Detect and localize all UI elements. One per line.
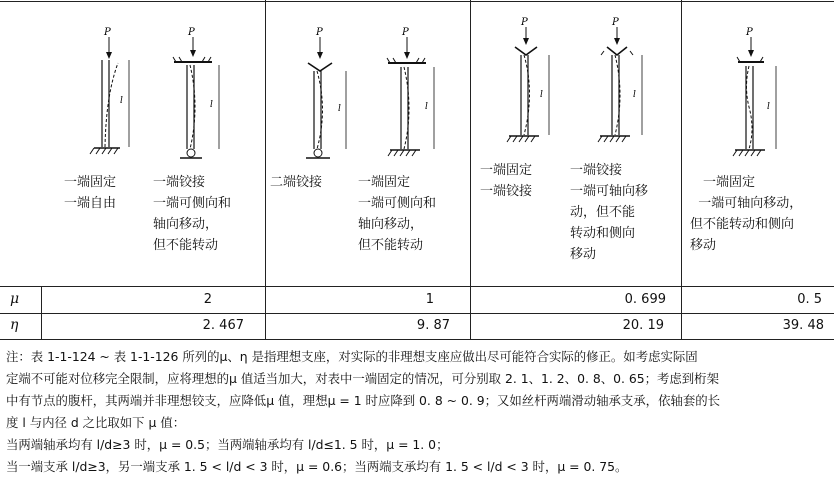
length-label: l <box>120 96 123 106</box>
mu-value: 0. 5 <box>797 292 822 307</box>
column-diagram-pinned-pinned <box>290 25 360 165</box>
mu-value: 1 <box>425 292 434 307</box>
case-caption: 一端固定 <box>703 175 756 190</box>
length-label: l <box>425 102 428 112</box>
footnote-line: 定端不可能对位移完全限制，应将理想的μ 值适当加大，对表中一端固定的情况，可分别取 2. 1、1. 2、0. 8、0. 65；考虑到桁架 <box>6 371 719 386</box>
length-label: l <box>767 102 770 112</box>
column-divider-1 <box>265 0 266 340</box>
row-label-eta: η <box>10 317 19 333</box>
case-caption: 一端固定 一端可侧向和 轴向移动， 但不能转动 <box>358 175 437 253</box>
column-diagram-pinned-sliding <box>590 15 660 155</box>
case-caption: 一端铰接 一端可轴向移 动，但不能 转动和侧向 移动 <box>570 163 649 262</box>
column-diagram-fixed-pinned <box>497 15 567 155</box>
table-row-divider <box>0 313 834 314</box>
row-label-mu: μ <box>10 291 20 307</box>
column-divider-3 <box>681 0 682 340</box>
case-caption: 一端铰接 一端可侧向和 轴向移动， 但不能转动 <box>153 175 232 253</box>
case-caption: 一端固定 一端铰接 <box>480 163 533 199</box>
table-top-border <box>0 1 834 2</box>
load-label: P <box>402 27 409 38</box>
length-label: l <box>210 100 213 110</box>
footnote-line: 度 l 与内径 d 之比取如下 μ 值： <box>6 415 186 430</box>
load-label: P <box>104 27 111 38</box>
length-label: l <box>633 90 636 100</box>
eta-value: 39. 48 <box>782 318 824 333</box>
case-caption: 一端固定 一端自由 <box>64 175 117 211</box>
case-caption: 二端铰接 <box>270 175 323 190</box>
column-divider-2 <box>470 0 471 340</box>
table-bottom-border <box>0 339 834 340</box>
eta-value: 9. 87 <box>416 318 450 333</box>
column-diagram-guided-pinned <box>164 25 234 165</box>
footnote-line: 当两端轴承均有 l/d≥3 时，μ = 0.5；当两端轴承均有 l/d≤1. 5 时，μ = 1. 0； <box>6 437 449 452</box>
case-caption: 一端可轴向移动， 但不能转动和侧向 移动 <box>690 196 803 253</box>
label-column-divider <box>41 286 42 340</box>
load-label: P <box>612 17 619 28</box>
table-header-divider <box>0 286 834 287</box>
footnote <box>6 346 830 478</box>
load-label: P <box>746 27 753 38</box>
mu-value: 0. 699 <box>624 292 666 307</box>
column-diagram-fixed-fixed <box>722 25 792 165</box>
column-diagram-fixed-free <box>80 25 150 165</box>
mu-value: 2 <box>203 292 212 307</box>
footnote-line: 当一端支承 l/d≥3，另一端支承 1. 5 < l/d < 3 时，μ = 0.6；当两端支承均有 1. 5 < l/d < 3 时，μ = 0. 75。 <box>6 459 628 474</box>
eta-value: 20. 19 <box>622 318 664 333</box>
column-diagram-fixed-guided <box>378 25 448 165</box>
length-label: l <box>338 104 341 114</box>
footnote-line: 中有节点的腹杆，其两端并非理想铰支，应降低μ 值，理想μ = 1 时应降到 0. 8 ~ 0. 9；又如丝杆两端滑动轴承支承，依轴套的长 <box>6 393 721 408</box>
load-label: P <box>188 27 195 38</box>
footnote-line: 注：表 1-1-124 ~ 表 1-1-126 所列的μ、η 是指理想支座，对实际的非理想支座应做出尽可能符合实际的修正。如考虑实际固 <box>6 349 698 364</box>
load-label: P <box>521 17 528 28</box>
length-label: l <box>540 90 543 100</box>
load-label: P <box>316 27 323 38</box>
eta-value: 2. 467 <box>202 318 244 333</box>
